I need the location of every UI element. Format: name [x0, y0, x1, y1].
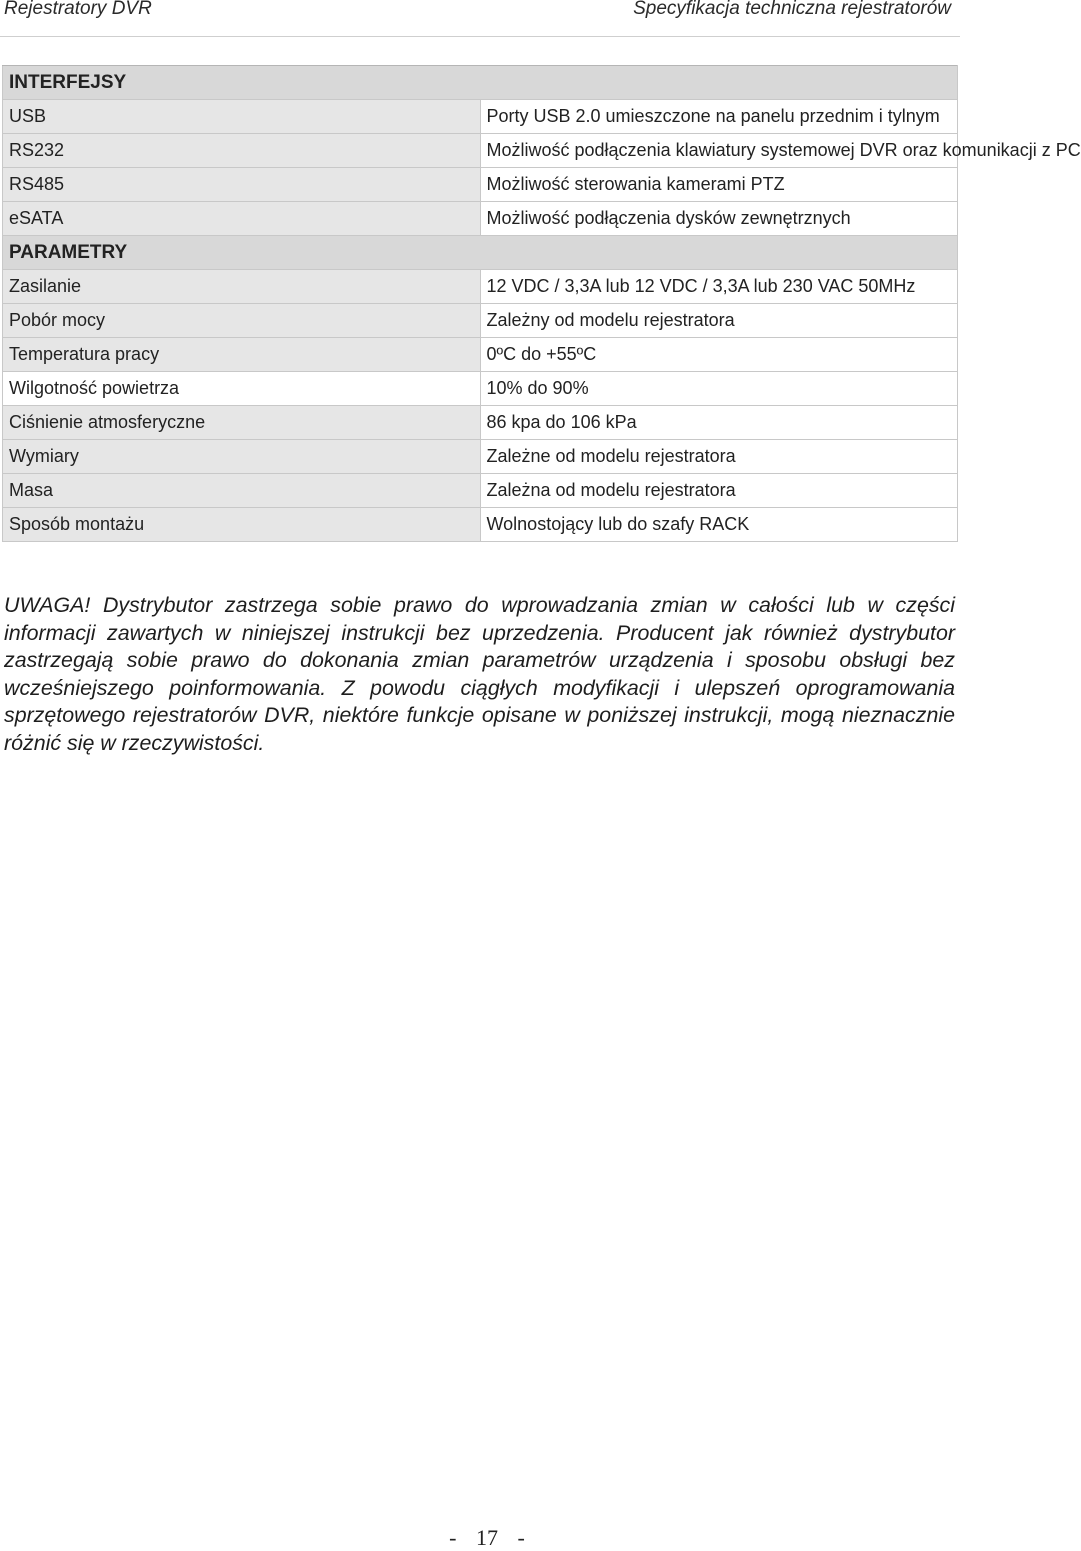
page-number-dash-left: - [449, 1525, 457, 1550]
row-label: Ciśnienie atmosferyczne [3, 406, 481, 440]
row-label: Zasilanie [3, 270, 481, 304]
table-row [3, 304, 958, 338]
page-number: 17 [476, 1525, 498, 1550]
table-row [3, 440, 958, 474]
row-label: eSATA [3, 202, 481, 236]
row-value: Możliwość sterowania kamerami PTZ [480, 168, 958, 202]
table-row [3, 338, 958, 372]
row-value: Zależna od modelu rejestratora [480, 474, 958, 508]
section-title: Specyfikacja techniczna rejestratorów [633, 0, 951, 19]
disclaimer-paragraph: UWAGA! Dystrybutor zastrzega sobie prawo do wprowadzania zmian w całości lub w części informacji zawartych w niniejszej instrukcji bez uprzedzenia. Producent jak również dystrybutor zastrzegają sobie prawo do dokonania zmian parametrów urządzenia i sposobu obsługi bez wcześniejszego poinformowania. Z powodu ciągłych modyfikacji i ulepszeń oprogramowania sprzętowego rejestratorów DVR, niektóre funkcje opisane w poniższej instrukcji, mogą nieznacznie różnić się w rzeczywistości. [4, 593, 955, 755]
section-title-parametry: PARAMETRY [3, 236, 958, 270]
document-title: Rejestratory DVR [4, 0, 152, 19]
row-value: Wolnostojący lub do szafy RACK [480, 508, 958, 542]
table-row [3, 406, 958, 440]
row-value: 0ºC do +55ºC [480, 338, 958, 372]
table-row [3, 270, 958, 304]
row-value: Zależne od modelu rejestratora [480, 440, 958, 474]
section-header-row [3, 236, 958, 270]
specification-table [2, 65, 1081, 542]
page-header [0, 0, 960, 37]
table-row [3, 100, 958, 134]
row-value: 10% do 90% [480, 372, 958, 406]
row-label: Wilgotność powietrza [3, 372, 481, 406]
table-row [3, 372, 958, 406]
section-title-interfejsy: INTERFEJSY [3, 66, 958, 100]
row-label: Masa [3, 474, 481, 508]
page-number-footer [0, 1525, 960, 1551]
table-row [3, 202, 958, 236]
page-number-dash-right: - [517, 1525, 525, 1550]
row-value: Możliwość podłączenia klawiatury systemowej DVR oraz komunikacji z PC [480, 134, 958, 168]
table-row [3, 134, 958, 168]
row-label: USB [3, 100, 481, 134]
table-row [3, 508, 958, 542]
row-label: RS485 [3, 168, 481, 202]
row-label: Sposób montażu [3, 508, 481, 542]
row-label: Wymiary [3, 440, 481, 474]
table-row [3, 474, 958, 508]
row-value: Możliwość podłączenia dysków zewnętrznych [480, 202, 958, 236]
row-label: Temperatura pracy [3, 338, 481, 372]
section-header-row [3, 66, 958, 100]
row-label: Pobór mocy [3, 304, 481, 338]
row-value: 86 kpa do 106 kPa [480, 406, 958, 440]
row-value: Porty USB 2.0 umieszczone na panelu przednim i tylnym [480, 100, 958, 134]
row-value: Zależny od modelu rejestratora [480, 304, 958, 338]
row-value: 12 VDC / 3,3A lub 12 VDC / 3,3A lub 230 VAC 50MHz [480, 270, 958, 304]
row-label: RS232 [3, 134, 481, 168]
table-row [3, 168, 958, 202]
